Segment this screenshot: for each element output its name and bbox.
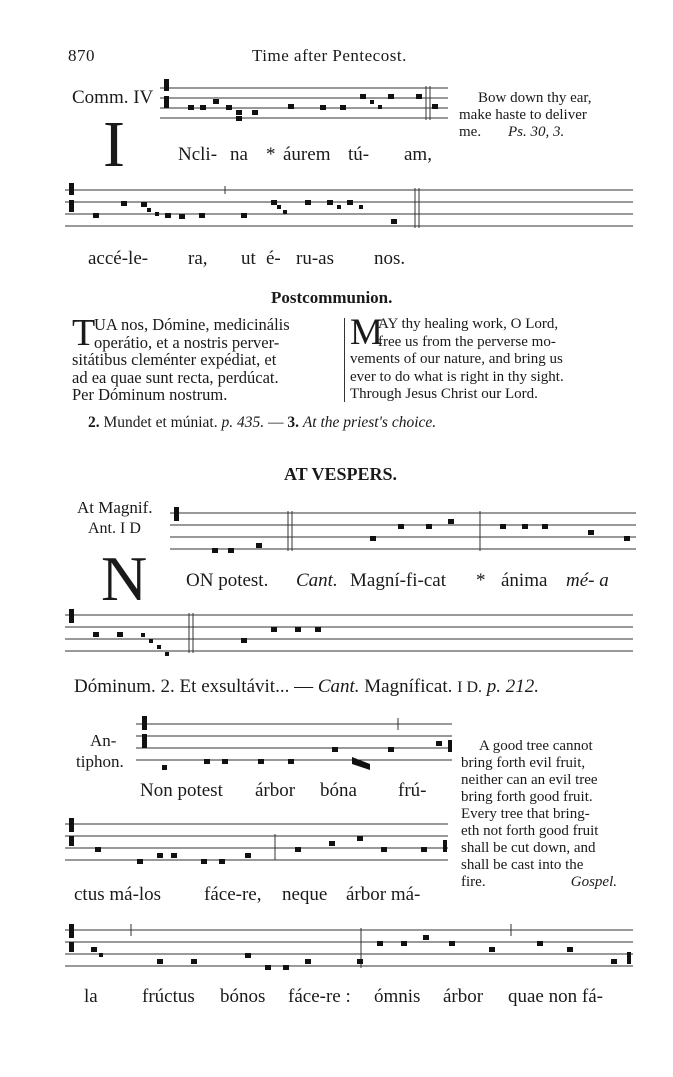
communion-reference: Ps. 30, 3. (508, 124, 565, 140)
communion-translation-line: make haste to deliver (459, 107, 587, 123)
antiphon-syllable: árbor (443, 986, 484, 1007)
vespers-staff-1 (170, 503, 640, 558)
english-line: Through Jesus Christ our Lord. (350, 386, 538, 402)
communion-syllable: é- (266, 248, 281, 269)
communion-syllable: ut (241, 248, 256, 269)
postcommunion-latin (72, 312, 336, 404)
vespers-initial: N (101, 543, 148, 614)
antiphon-staff-1 (136, 712, 456, 774)
communion-syllable: accé-le- (88, 248, 149, 269)
antiphon-staff-2 (65, 812, 450, 874)
communion-translation-line: me. (459, 124, 482, 140)
communion-syllable: áurem (283, 144, 331, 165)
english-line: vements of our nature, and bring us (350, 351, 563, 367)
latin-initial: T (72, 312, 96, 354)
antiphon-syllable: quae non fá- (508, 986, 603, 1007)
antiphon-syllable: árbor má- (346, 884, 421, 905)
latin-line: Per Dóminum nostrum. (72, 385, 228, 404)
vespers-mode: Ant. I D (88, 520, 141, 537)
communion-staff-2 (65, 180, 635, 235)
vespers-page-ref: p. 212. (486, 676, 540, 697)
antiphon-syllable: fáce-re : (288, 986, 351, 1007)
translation-line (461, 874, 637, 891)
translation-line: Every tree that bring- (461, 806, 590, 822)
vespers-text: ánima (501, 570, 548, 591)
communion-syllable: tú- (348, 144, 370, 165)
latin-line: ad ea quae sunt recta, perdúcat. (72, 367, 279, 387)
antiphon-syllable: bónos (220, 986, 266, 1007)
antiphon-syllable: frú- (398, 780, 427, 801)
gospel-source: Gospel. (570, 874, 617, 890)
vespers-text: mé- a (566, 570, 609, 591)
translation-line: bring forth evil fruit, (461, 755, 586, 771)
vespers-text: Magní-fi-cat (350, 570, 447, 591)
vespers-magnificat: Magníficat. (364, 676, 453, 697)
english-initial: M (350, 312, 383, 353)
antiphon-label: An- (90, 731, 117, 750)
postcommunion-notes (88, 414, 436, 432)
note-dash: — (267, 414, 284, 431)
antiphon-translation (461, 738, 637, 891)
antiphon-syllable: Non potest (140, 780, 223, 801)
communion-syllable: Ncli- (178, 144, 218, 165)
note-text: Mundet et múniat. (103, 414, 218, 431)
communion-syllable: na (230, 144, 248, 165)
communion-initial: I (103, 108, 125, 181)
vespers-label: At Magnif. (77, 498, 153, 517)
english-line: free us from the perverse mo- (378, 333, 556, 350)
antiphon-syllable: la (84, 986, 98, 1007)
translation-line: shall be cut down, and (461, 840, 596, 856)
vespers-line-2-text: Dóminum. 2. Et exsultávit... — (74, 676, 314, 697)
note-text: At the priest's choice. (302, 414, 437, 431)
vespers-line-2 (74, 676, 539, 698)
running-title: Time after Pentecost. (252, 46, 407, 65)
note-number: 2. (88, 414, 100, 431)
note-ref: p. 435. (221, 414, 265, 431)
note-number: 3. (287, 414, 299, 431)
antiphon-syllable: ómnis (374, 986, 421, 1007)
antiphon-syllable: frúctus (142, 986, 195, 1007)
antiphon-label-2: tiphon. (76, 752, 124, 771)
english-line: AY thy healing work, O Lord, (378, 316, 559, 332)
antiphon-syllable: árbor (255, 780, 296, 801)
page-number: 870 (68, 46, 95, 65)
antiphon-staff-3 (65, 918, 635, 980)
communion-syllable: * (266, 144, 276, 165)
translation-line: bring forth good fruit. (461, 789, 593, 805)
communion-staff-1 (160, 76, 450, 126)
communion-syllable: ra, (188, 248, 208, 269)
translation-last: fire. (461, 874, 486, 890)
communion-syllable: am, (404, 144, 432, 165)
communion-translation-line: Bow down thy ear, (478, 90, 592, 106)
vespers-mode-ref: I D. (457, 679, 483, 696)
antiphon-syllable: neque (282, 884, 328, 905)
english-line: ever to do what is right in thy sight. (350, 368, 564, 385)
vespers-text: ON potest. (186, 570, 269, 591)
translation-line: neither can an evil tree (461, 772, 598, 788)
communion-syllable: nos. (374, 248, 406, 269)
translation-line: shall be cast into the (461, 857, 584, 873)
translation-line: A good tree cannot (479, 738, 593, 754)
vespers-text: Cant. (296, 570, 338, 591)
vespers-cant: Cant. (317, 676, 360, 697)
postcommunion-english (350, 312, 636, 404)
antiphon-syllable: fáce-re, (204, 884, 262, 905)
vespers-staff-2 (65, 605, 635, 665)
communion-syllable: ru-as (296, 248, 334, 269)
vespers-heading: AT VESPERS. (284, 464, 398, 484)
antiphon-syllable: ctus má-los (74, 884, 162, 905)
column-divider (344, 318, 345, 402)
latin-line: UA nos, Dómine, medicinális (94, 315, 290, 334)
vespers-text: * (476, 570, 486, 591)
postcommunion-heading: Postcommunion. (271, 288, 393, 307)
antiphon-syllable: bóna (320, 780, 357, 801)
communion-label: Comm. IV (72, 87, 154, 108)
latin-line: operátio, et a nostris perver- (94, 332, 280, 352)
latin-line: sitátibus cleménter expédiat, et (72, 350, 277, 369)
translation-line: eth not forth good fruit (461, 823, 599, 839)
